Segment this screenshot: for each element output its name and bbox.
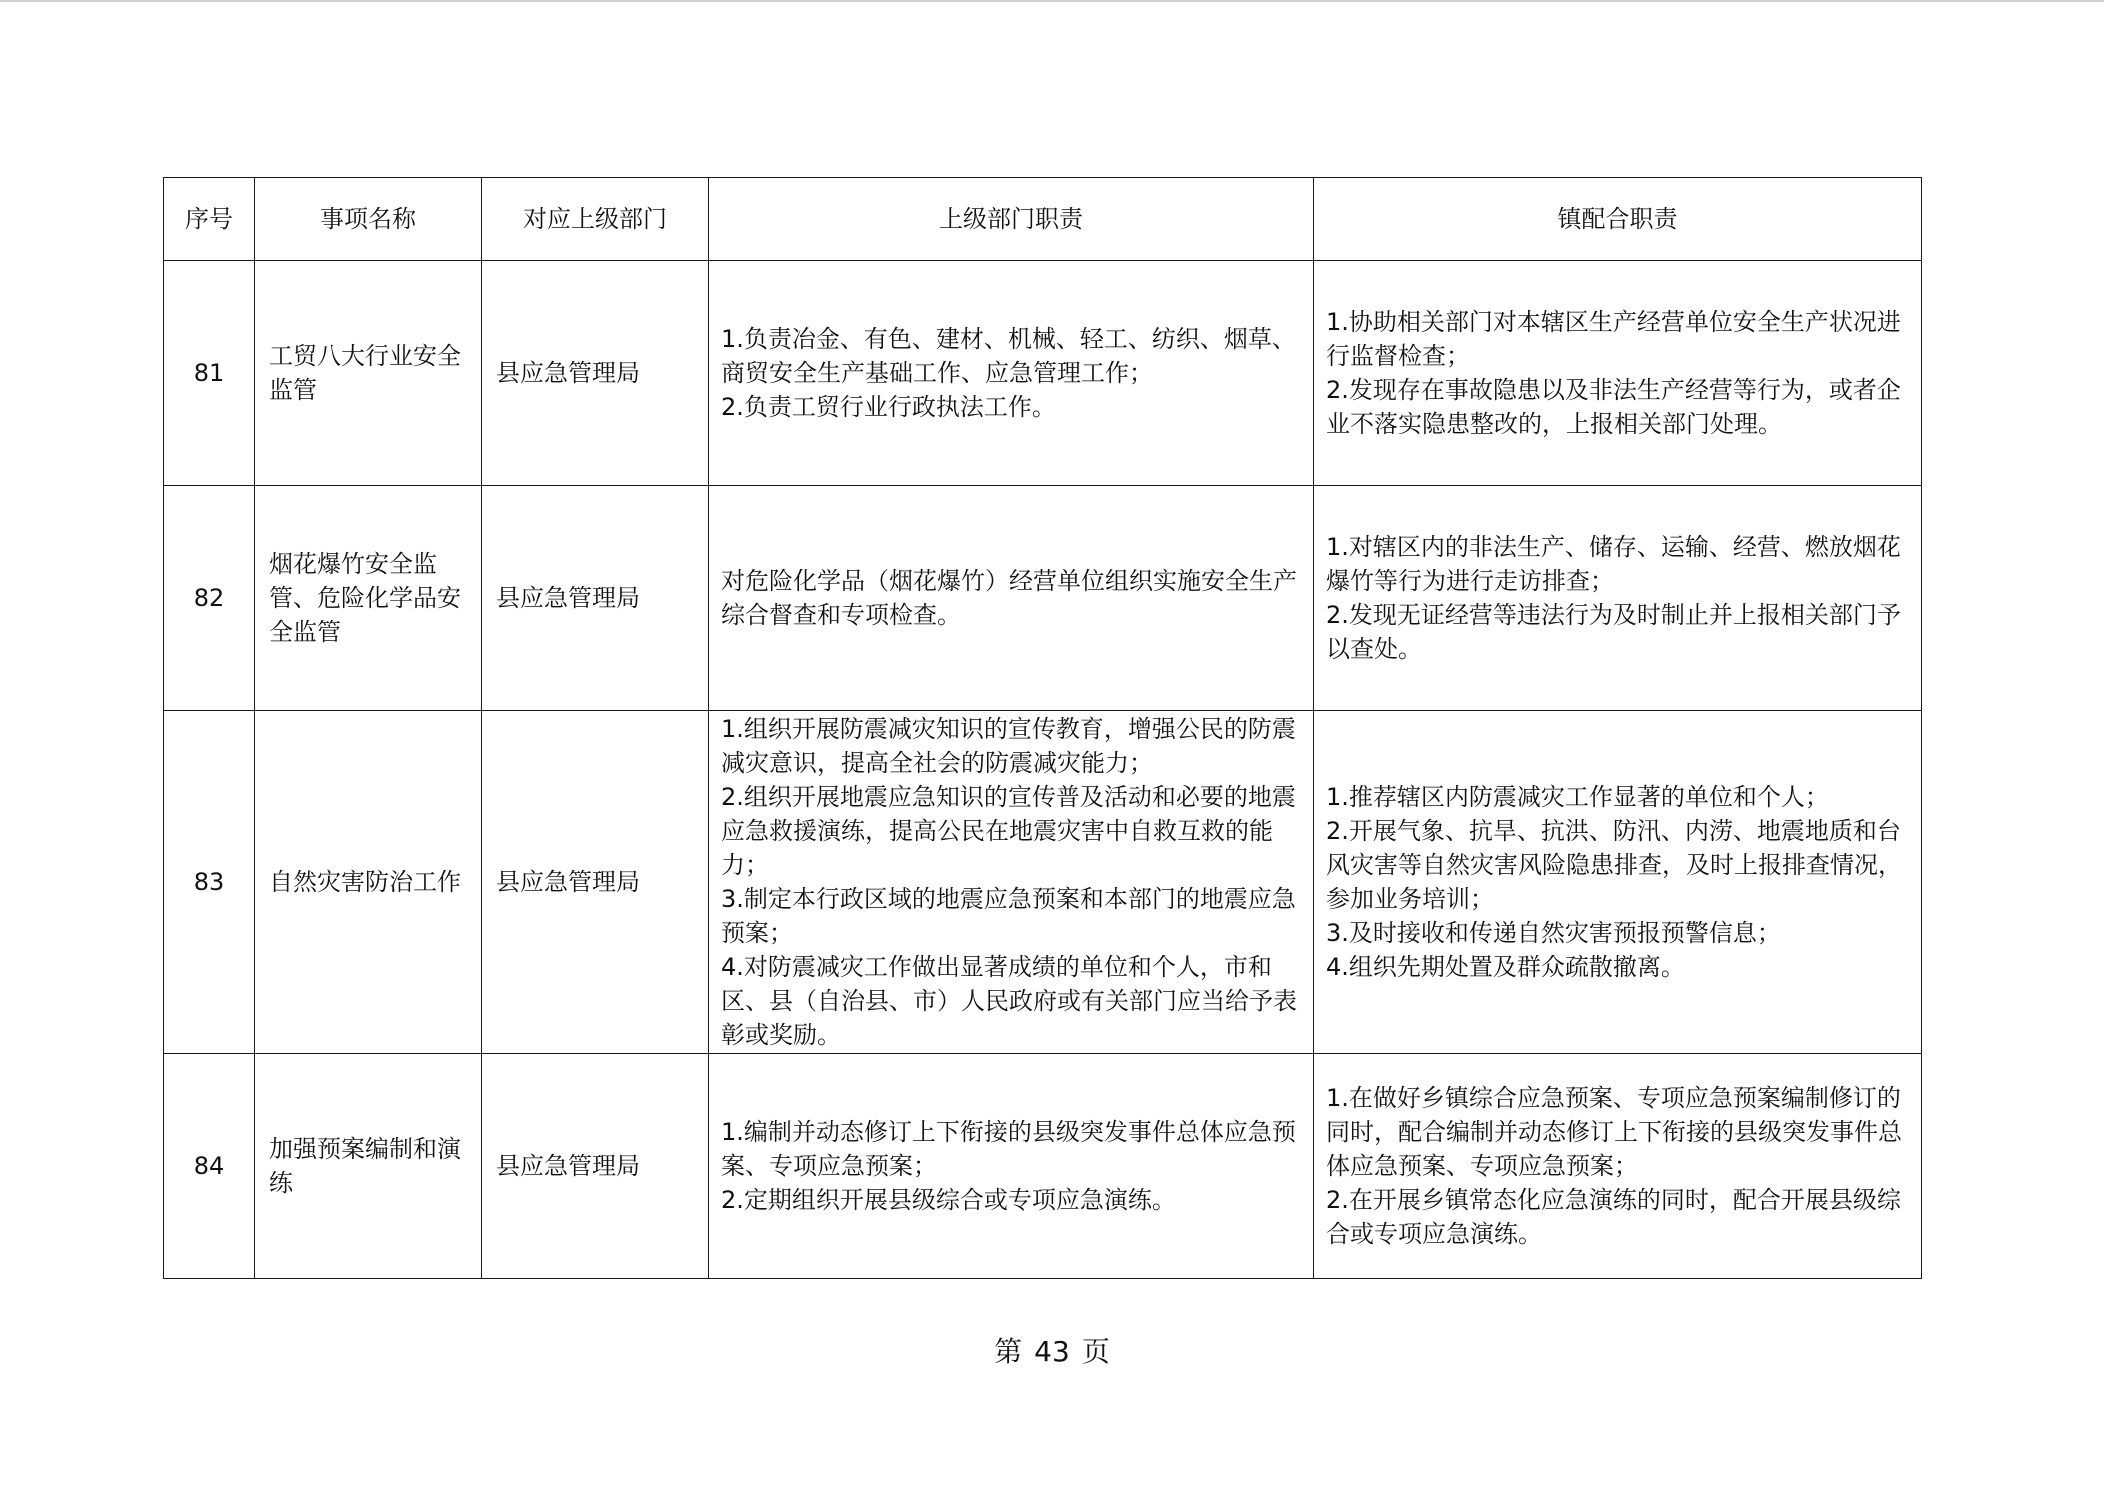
duty-item: 1.负责冶金、有色、建材、机械、轻工、纺织、烟草、商贸安全生产基础工作、应急管理工作； — [721, 325, 1296, 387]
top-rule — [0, 0, 2104, 2]
coop-item: 1.推荐辖区内防震减灾工作显著的单位和个人； — [1326, 783, 1829, 811]
row-item-name: 工贸八大行业安全监管 — [255, 261, 482, 486]
row-item-name: 烟花爆竹安全监管、危险化学品安全监管 — [255, 486, 482, 711]
row-upper-dept: 县应急管理局 — [482, 1054, 709, 1279]
row-upper-dept: 县应急管理局 — [482, 711, 709, 1054]
row-town-duty — [1314, 1054, 1922, 1279]
table-row — [164, 1054, 1922, 1279]
row-upper-dept: 县应急管理局 — [482, 486, 709, 711]
row-no: 82 — [164, 486, 255, 711]
coop-item: 1.协助相关部门对本辖区生产经营单位安全生产状况进行监督检查； — [1326, 308, 1901, 370]
duty-item: 对危险化学品（烟花爆竹）经营单位组织实施安全生产综合督查和专项检查。 — [721, 567, 1297, 629]
row-upper-duty — [709, 261, 1314, 486]
duty-item: 4.对防震减灾工作做出显著成绩的单位和个人，市和区、县（自治县、市）人民政府或有关部门应当给予表彰或奖励。 — [721, 953, 1297, 1049]
row-no: 83 — [164, 711, 255, 1054]
header-upper-duty: 上级部门职责 — [709, 178, 1314, 261]
row-item-name: 自然灾害防治工作 — [255, 711, 482, 1054]
coop-item: 1.对辖区内的非法生产、储存、运输、经营、燃放烟花爆竹等行为进行走访排查； — [1326, 533, 1901, 595]
duty-item: 3.制定本行政区域的地震应急预案和本部门的地震应急预案； — [721, 885, 1296, 947]
coop-item: 2.发现无证经营等违法行为及时制止并上报相关部门予以查处。 — [1326, 601, 1901, 663]
coop-item: 3.及时接收和传递自然灾害预报预警信息； — [1326, 919, 1781, 947]
row-upper-duty — [709, 1054, 1314, 1279]
row-upper-duty — [709, 711, 1314, 1054]
duty-table — [163, 177, 1922, 1279]
coop-item: 2.在开展乡镇常态化应急演练的同时，配合开展县级综合或专项应急演练。 — [1326, 1186, 1901, 1248]
row-town-duty — [1314, 261, 1922, 486]
table-header-row — [164, 178, 1922, 261]
duty-item: 2.负责工贸行业行政执法工作。 — [721, 393, 1056, 421]
table-row — [164, 711, 1922, 1054]
footer-suffix: 页 — [1081, 1335, 1110, 1368]
row-upper-duty — [709, 486, 1314, 711]
page-number: 43 — [1034, 1335, 1070, 1368]
coop-item: 2.开展气象、抗旱、抗洪、防汛、内涝、地震地质和台风灾害等自然灾害风险隐患排查，及时上报排查情况，参加业务培训； — [1326, 817, 1902, 913]
coop-item: 1.在做好乡镇综合应急预案、专项应急预案编制修订的同时，配合编制并动态修订上下衔接的县级突发事件总体应急预案、专项应急预案； — [1326, 1084, 1902, 1180]
coop-item: 2.发现存在事故隐患以及非法生产经营等行为，或者企业不落实隐患整改的，上报相关部门处理。 — [1326, 376, 1901, 438]
coop-item: 4.组织先期处置及群众疏散撤离。 — [1326, 953, 1685, 981]
duty-item: 2.定期组织开展县级综合或专项应急演练。 — [721, 1186, 1176, 1214]
header-town-duty: 镇配合职责 — [1314, 178, 1922, 261]
header-no: 序号 — [164, 178, 255, 261]
row-no: 84 — [164, 1054, 255, 1279]
row-no: 81 — [164, 261, 255, 486]
duty-item: 1.组织开展防震减灾知识的宣传教育，增强公民的防震减灾意识，提高全社会的防震减灾能力； — [721, 715, 1296, 777]
duty-item: 1.编制并动态修订上下衔接的县级突发事件总体应急预案、专项应急预案； — [721, 1118, 1296, 1180]
row-item-name: 加强预案编制和演练 — [255, 1054, 482, 1279]
duty-item: 2.组织开展地震应急知识的宣传普及活动和必要的地震应急救援演练，提高公民在地震灾害中自救互救的能力； — [721, 783, 1296, 879]
footer-prefix: 第 — [994, 1335, 1023, 1368]
row-upper-dept: 县应急管理局 — [482, 261, 709, 486]
page-footer — [0, 1334, 2104, 1370]
row-town-duty — [1314, 711, 1922, 1054]
header-item-name: 事项名称 — [255, 178, 482, 261]
row-town-duty — [1314, 486, 1922, 711]
table-row — [164, 261, 1922, 486]
table-row — [164, 486, 1922, 711]
header-upper-dept: 对应上级部门 — [482, 178, 709, 261]
